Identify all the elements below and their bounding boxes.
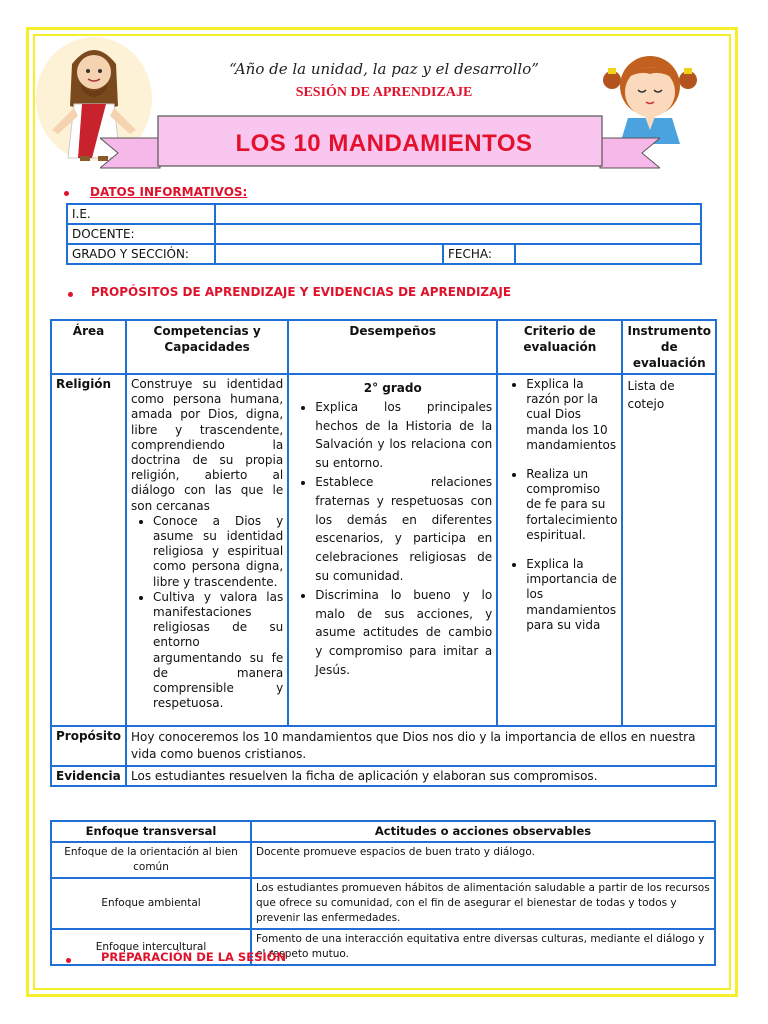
- col-competencias: Competencias y Capacidades: [126, 320, 288, 374]
- actitud-cell: Docente promueve espacios de buen trato y diálogo.: [251, 842, 715, 878]
- competencias-cell: [126, 374, 288, 726]
- docente-label: DOCENTE:: [67, 224, 215, 244]
- session-label: SESIÓN DE APRENDIZAJE: [295, 85, 473, 100]
- motto-text: “Año de la unidad, la paz y el desarrollo”: [229, 60, 539, 78]
- col-area: Área: [51, 320, 126, 374]
- capacidades-list: [131, 514, 283, 712]
- proposito-text: Hoy conoceremos los 10 mandamientos que Dios nos dio y la importancia de ellos en nuestra vida como buenos cristianos.: [126, 726, 716, 766]
- instrumento-cell: Lista de cotejo: [622, 374, 716, 726]
- list-item: • Discrimina lo bueno y lo malo de sus acciones, y asume actitudes de cambio y compromiso para imitar a Jesús.: [315, 586, 492, 680]
- fecha-label: FECHA:: [443, 244, 515, 264]
- col-desempenos: Desempeños: [288, 320, 497, 374]
- desempenos-list: [293, 398, 492, 680]
- list-item: • Explica los principales hechos de la Historia de la Salvación y los relaciona con su entorno.: [315, 398, 492, 473]
- col-instrumento: Instrumento de evaluación: [622, 320, 716, 374]
- grado-label: GRADO Y SECCIÓN:: [67, 244, 215, 264]
- preparacion-heading: PREPARACIÓN DE LA SESIÓN: [101, 950, 287, 964]
- criterio-cell: [497, 374, 622, 726]
- actitud-cell: Fomento de una interacción equitativa entre diversas culturas, mediante el diálogo y el respeto mutuo.: [251, 929, 715, 965]
- propositos-heading: PROPÓSITOS DE APRENDIZAJE Y EVIDENCIAS DE APRENDIZAJE: [91, 285, 512, 299]
- list-item: • Explica la razón por la cual Dios manda los 10 mandamientos: [526, 377, 617, 453]
- col-actitudes: Actitudes o acciones observables: [251, 821, 715, 842]
- enfoques-table: [50, 820, 716, 966]
- ie-value[interactable]: [215, 204, 701, 224]
- list-item: • Establece relaciones fraternas y respetuosas con los demás en diferentes escenarios, y participa en celebraciones religiosas de su comunidad.: [315, 473, 492, 586]
- ie-label: I.E.: [67, 204, 215, 224]
- datos-table: [66, 203, 702, 265]
- evidencia-text: Los estudiantes resuelven la ficha de aplicación y elaboran sus compromisos.: [126, 766, 716, 786]
- grado-text: 2° grado: [363, 381, 422, 395]
- list-item: • Realiza un compromiso de fe para su fortalecimiento espiritual.: [526, 467, 617, 543]
- enfoque-cell: Enfoque de la orientación al bien común: [51, 842, 251, 878]
- evidencia-label: Evidencia: [51, 766, 126, 786]
- enfoque-cell: Enfoque intercultural: [51, 929, 251, 965]
- col-enfoque: Enfoque transversal: [51, 821, 251, 842]
- fecha-value[interactable]: [515, 244, 701, 264]
- bullet-icon: [68, 292, 73, 297]
- propositos-table: [50, 319, 717, 787]
- page-title: LOS 10 MANDAMIENTOS: [235, 130, 533, 157]
- grado-value[interactable]: [215, 244, 443, 264]
- datos-heading: DATOS INFORMATIVOS:: [90, 185, 248, 199]
- area-cell: Religión: [51, 374, 126, 726]
- list-item: • Conoce a Dios y asume su identidad religiosa y espiritual como persona digna, libre y trascendente.: [153, 514, 283, 590]
- criterios-list: [502, 377, 617, 633]
- actitud-cell: Los estudiantes promueven hábitos de alimentación saludable a partir de los recursos que ofrece su comunidad, con el fin de asegurar el bienestar de todas y todos y prevenir las enfermedades.: [251, 878, 715, 929]
- list-item: • Cultiva y valora las manifestaciones religiosas de su entorno argumentando su fe de manera comprensible y respetuosa.: [153, 590, 283, 712]
- bullet-icon: [64, 191, 69, 196]
- enfoque-cell: Enfoque ambiental: [51, 878, 251, 929]
- docente-value[interactable]: [215, 224, 701, 244]
- bullet-icon: [66, 958, 71, 963]
- col-criterio: Criterio de evaluación: [497, 320, 622, 374]
- list-item: • Explica la importancia de los mandamientos para su vida: [526, 557, 617, 633]
- competencia-text: Construye su identidad como persona humana, amada por Dios, digna, libre y trascendente, comprendiendo la doctrina de su propia religión, abierto al diálogo con las que le son cercanas: [131, 377, 284, 513]
- desempenos-cell: [288, 374, 497, 726]
- proposito-label: Propósito: [51, 726, 126, 766]
